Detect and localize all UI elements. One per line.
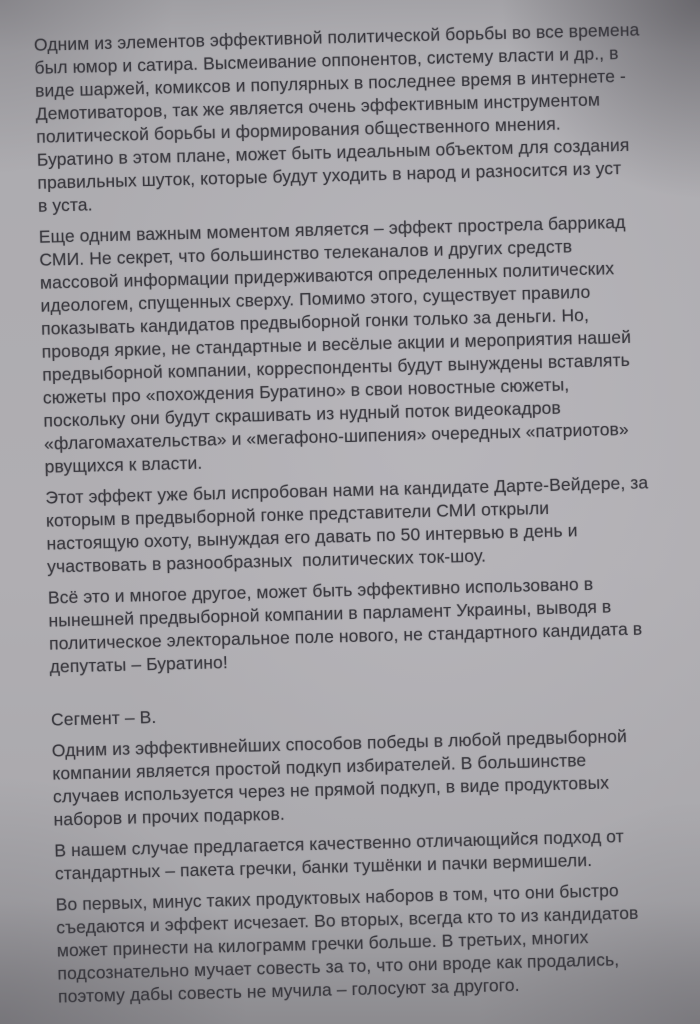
paragraph-media-barricades: Еще одним важным моментом является – эффект прострела баррикад СМИ. Не секрет, что большинство телеканалов и других средств массовой информации придерживаются определенных политических идеологем, спущенных сверху. Помимо этого, существует правило показывать кандидатов предвыборной гонки только за деньги. Но, проводя яркие, не стандартные и весёлые акции и мероприятия нашей предвыборной компании, корреспонденты будут вынуждены вставлять сюжеты про «похождения Буратино» в свои новостные сюжеты, поскольку они будут скрашивать из нудный поток видеокадров «флагомахательства» и «мегафоно-шипения» очередных «патриотов» рвущихся к власти. [38, 211, 632, 477]
paragraph-darth-vader: Этот эффект уже был испробован нами на кандидате Дарте-Вейдере, за которым в предвыборной гонке представители СМИ открыли настоящую охоту, вынуждая его давать по 50 интервью в день и участвовать в разнообразных политических ток-шоу. [45, 472, 649, 577]
paragraph-election-summary: Всё это и многое другое, может быть эффективно использовано в нынешней предвыборной компании в парламент Украины, выводя в политическое электоральное поле нового, не стандартного кандидата в депутаты – Буратино! [47, 573, 643, 677]
paragraph-food-parcel-flaws: Во первых, минус таких продуктовых наборов в том, что они быстро съедаются и эффект исчезает. Во вторых, всегда кто то из кандидатов может принести на килограмм гречки больше. В третьих, многих подсознательно мучает совесть за то, что они вроде как продались, поэтому дабы совесть не мучила – голосуют за другого. [55, 880, 639, 1007]
paragraph-humor-satire: Одним из элементов эффективной политической борьбы во все времена был юмор и сатира. Высмеивание оппонентов, систему власти и др., в виде шаржей, комиксов и популярных в последнее время в интернете - Демотиваторов, так же является очень эффективным инструментом политической борьбы и формирования общественного мнения. Буратино в этом плане, может быть идеальным объектом для создания правильных шуток, которые будут уходить в народ и разносится из уст в уста. [33, 19, 640, 216]
section-heading-segment-b: Сегмент – В. [50, 706, 157, 730]
paragraph-alternative-approach: В нашем случае предлагается качественно отличающийся подход от стандартных – пакета гречки, банки тушёнки и пачки вермишели. [54, 826, 624, 884]
document-page [34, 18, 691, 1017]
paragraph-voter-bribery: Одним из эффективнейших способов победы в любой предвыборной компании является простой подкуп избирателей. В большинстве случаев используется через не прямой подкуп, в виде продуктовых наборов и прочих подарков. [51, 726, 628, 830]
